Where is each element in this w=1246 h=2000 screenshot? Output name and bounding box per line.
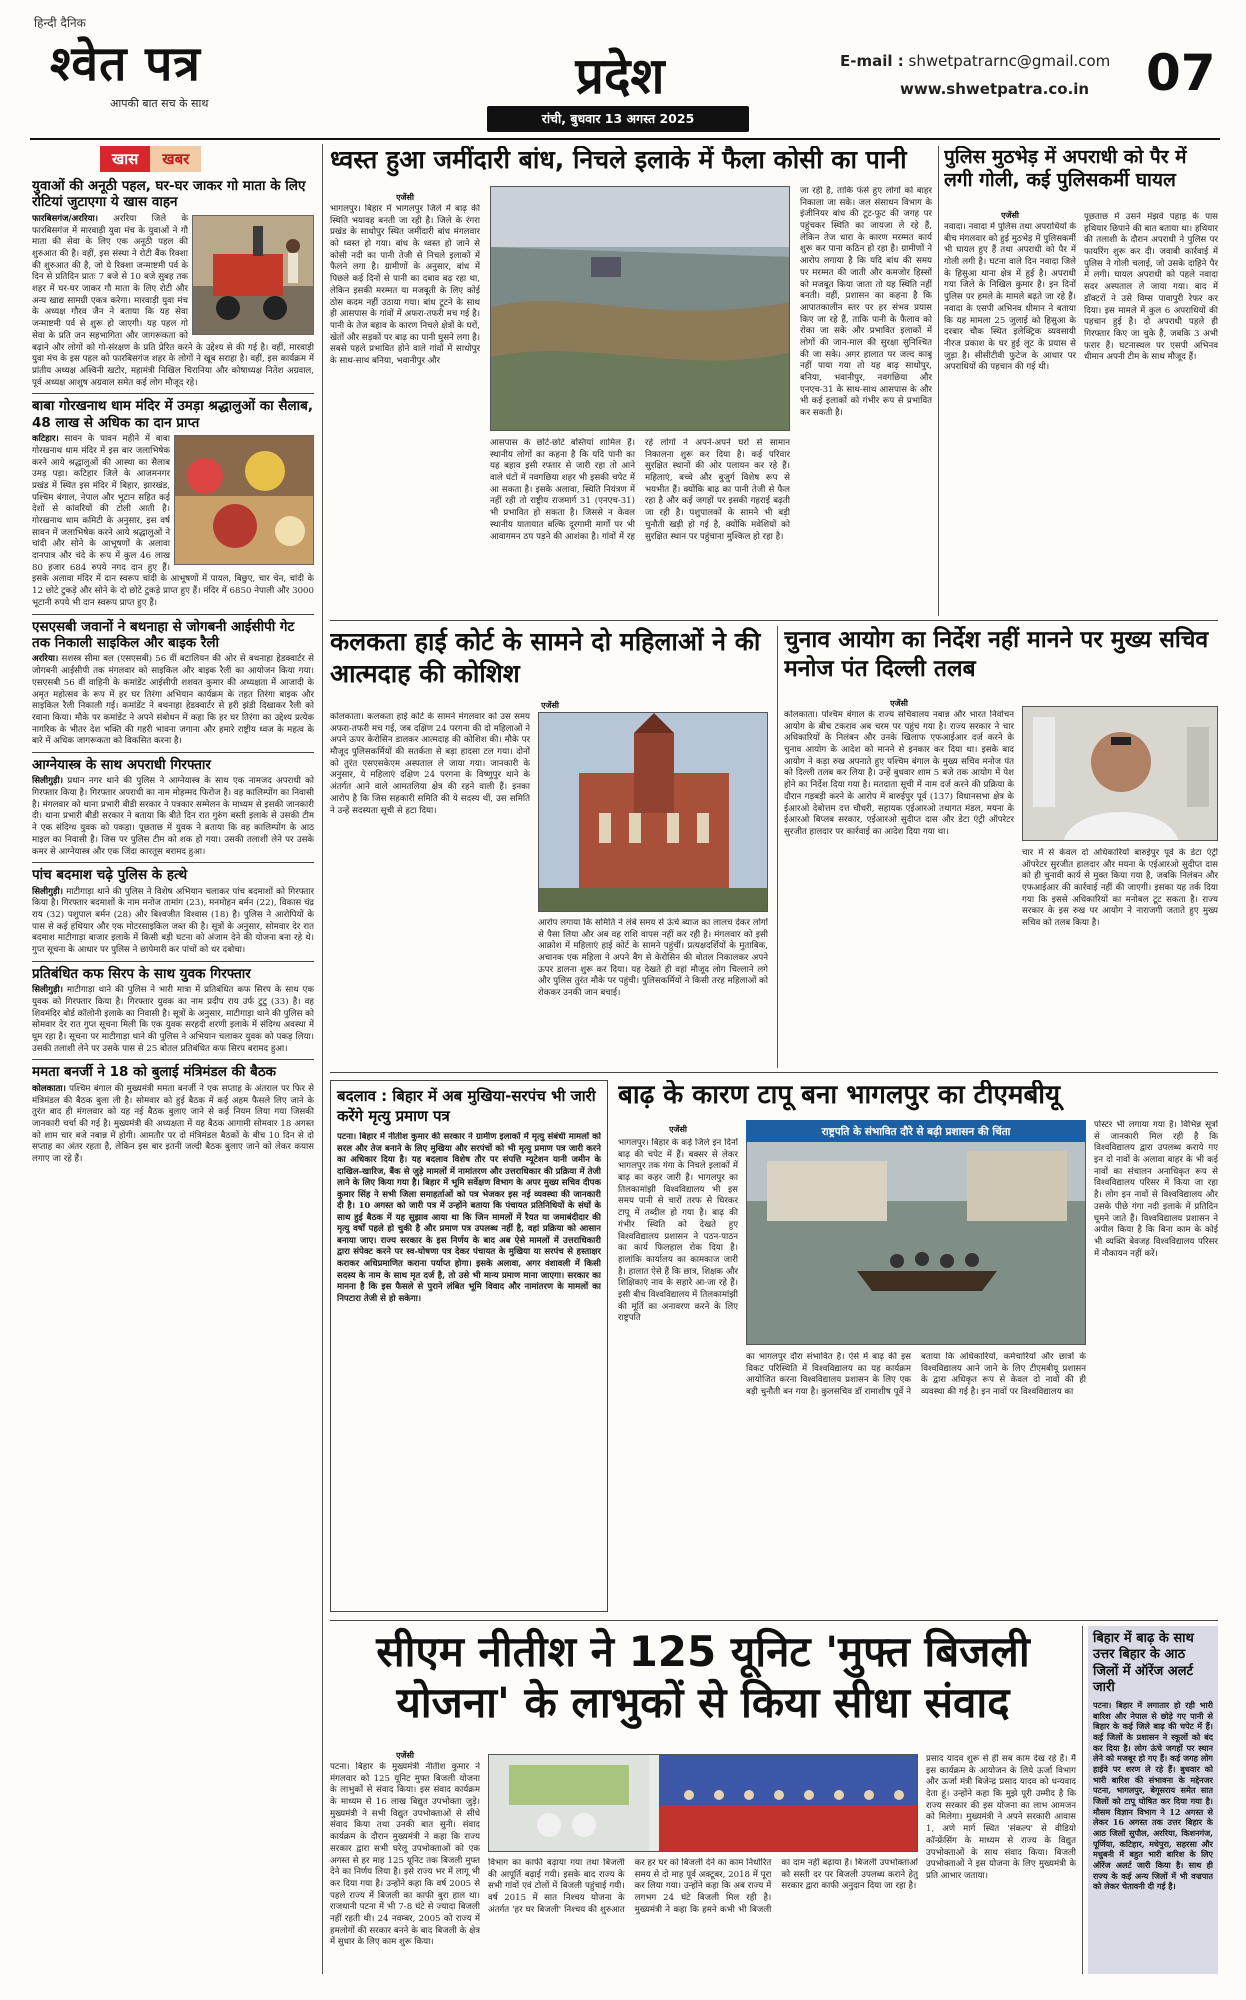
mukhiya-headline: बदलाव : बिहार में अब मुखिया-सरपंच भी जारी करेंगे मृत्यु प्रमाण पत्र xyxy=(337,1087,596,1125)
tmbu-col2: का भागलपुर दौरा संभावित है। ऐसे में बाढ़ की इस विकट परिस्थिति में विश्वविद्यालय का यह कार्यक्रम आयोजित करना विश्वविद्यालय प्रशासन के लिए एक बड़ी चुनौती बन गया है। कुलसचिव डॉ रामाशीष पूर्वे ने बताया कि अधिकारियों, कर्मचारियों और छात्रों के विश्वविद्यालय आने जाने के लिए टीएमबीयू प्रशासन के द्वारा अधिकृत रूप से केवल दो नावों की ही व्यवस्था की गई है। इन नावों पर विश्वविद्यालय का xyxy=(746,1352,1086,1398)
high-court-photo xyxy=(538,712,768,912)
section-title: प्रदेश xyxy=(575,47,665,105)
kosi-flood-photo xyxy=(490,186,790,431)
mukhiya-certificate-box xyxy=(330,1080,608,1612)
mukhiya-body: पटना। बिहार में नीतीश कुमार की सरकार ने ग्रामीण इलाकों में मृत्यु संबंधी मामलों को सरल और तेज बनाने के लिए मुखिया और सरपंचों को भी मृत्यु प्रमाण पत्र जारी करने का अधिकार दिया है। यह बदलाव विशेष तौर पर संपत्ति म्यूटेशन यानी जमीन के दाखिल-खारिज, बैंक से जुड़े मामलों में नामांतरण और उत्तराधिकार की प्रक्रिया में तेजी लाने के लिए किया गया है। बिहार में भूमि सर्वेक्षण विभाग के अपर मुख्य सचिव दीपक कुमार सिंह ने सभी जिला समाहर्ताओं को पत्र भेजकर इस नई व्यवस्था की जानकारी दी है। 10 अगस्त को जारी पत्र में उन्होंने बताया कि पंचायत प्रतिनिधियों के संघों के साथ हुई बैठक में यह सुझाव आया था कि जिन मामलों में रैयत या जमाबंदीदार की मृत्यु वर्षों पहले हो चुकी है और प्रमाण पत्र उपलब्ध नहीं है, वहां प्रक्रिया को आसान बनाया जाए। राज्य सरकार के इस निर्णय के बाद अब ऐसे मामलों में उत्तराधिकारी द्वारा संपेक्ट करने पर स्व-घोषणा पत्र देकर पंचायत के मुखिया या सरपंच से हस्ताक्षर कराकर अधिप्रमाणित कराना पर्याप्त होगा। इसके अलावा, अगर वंशावली में किसी सदस्य के नाम के साथ मृत दर्ज है, तो उसे भी मान्य प्रमाण माना जाएगा। सरकार का मानना है कि इस फैसले से पुराने लंबित भूमि विवाद और नामांतरण के मामलों का निपटारा तेजी से हो सकेगा। xyxy=(337,1132,601,1304)
ec-headline: चुनाव आयोग का निर्देश नहीं मानने पर मुख्य सचिव मनोज पंत दिल्ली तलब xyxy=(784,627,1209,683)
section-divider xyxy=(330,1072,1218,1073)
kolkata-hc-story xyxy=(330,626,770,1068)
story-body: माटीगाड़ा थाने की पुलिस ने भारी मात्रा में प्रतिबंधित कफ सिरप के साथ एक युवक को गिरफ्तार किया है। गिरफ्तार युवक का नाम प्रदीप राय उर्फ टुटु (33) है। वह शिवमंदिर बोर्ड कॉलोनी इलाके का निवासी है। सूत्रों के अनुसार, माटीगाड़ा थाने की पुलिस को सोमवार देर रात गुप्त सूचना मिली कि एक युवक सरहदी शरणी इलाके में संदिग्ध अवस्था में घूम रहा है। सूचना पर माटीगाड़ा थाने की पुलिस ने अभियान चलाकर युवक को पकड़ लिया। उसकी तलाशी लेने पर उसके पास से 25 बोतल प्रतिबंधित कफ सिरप बरामद हुआ। xyxy=(32,985,314,1054)
masthead-kicker: हिन्दी दैनिक xyxy=(34,16,86,30)
story-headline: बाबा गोरखनाथ धाम मंदिर में उमड़ा श्रद्धालुओं का सैलाब, 48 लाख से अधिक का दान प्राप्त xyxy=(32,398,313,431)
tmbu-col3: पोस्टर भी लगाया गया है। विभिन्न सूत्रों से जानकारी मिल रही है कि विश्वविद्यालय द्वारा उपलब्ध कराये गए इन दो नावों के अलावा बाहर के भी कई नावों का संचालन अनाधिकृत रूप से विश्वविद्यालय परिसर में किया जा रहा है। लोग इन नावों से विश्वविद्यालय और उसके पीछे गंगा नदी इलाके में प्रतिदिन घूमने जाते हैं। विश्वविद्यालय प्रशासन ने अपील किया है कि बिना काम के कोई भी व्यक्ति बेवजह विश्वविद्यालय परिसर में नौकायन नहीं करें। xyxy=(1094,1120,1218,1259)
column-rule xyxy=(938,146,939,616)
kolkata-headline: कलकता हाई कोर्ट के सामने दो महिलाओं ने की आत्मदाह की कोशिश xyxy=(330,627,761,688)
story-dateline: अररिया। xyxy=(32,654,59,665)
alert-body: पटना। बिहार में लगातार हो रही भारी बारिश और नेपाल से छोड़े गए पानी से बिहार के कई जिले बाढ़ की चपेट में हैं। कई जिलों के प्रशासन ने स्कूलों को बंद कर दिया है। लोग ऊंचे जगहों पर स्थान लेने को मजबूर हो गए हैं। कई जगह लोग हाईवे पर शरण ले रहे हैं। बुधवार को भारी बारिश की संभावना के मद्देनजर पटना, भागलपुर, बेगूसराय समेत सात जिलों को टापू घोषित कर दिया गया है। मौसम विज्ञान विभाग ने 12 अगस्त से लेकर 16 अगस्त तक उत्तर बिहार के आठ जिलों सुपौल, अररिया, किशनगंज, पूर्णिया, कटिहार, मधेपुरा, सहरसा और मधुबनी में बहुत भारी बारिश के लिए ऑरेंज अलर्ट जारी किया है। साथ ही राज्य के कई अन्य जिलों में भी वज्रपात को लेकर चेतावनी दी गई है। xyxy=(1093,1700,1213,1892)
cm-headline: सीएम नीतीश ने 125 यूनिट 'मुफ्त बिजली योजना' के लाभुकों से किया सीधा संवाद xyxy=(376,1627,1030,1728)
tmbu-byline: एजेंसी xyxy=(669,1125,687,1134)
top-story-byline: एजेंसी xyxy=(396,193,414,202)
rickshaw-photo xyxy=(192,215,314,335)
left-story-cabinet-meeting xyxy=(32,1064,314,1165)
page-number: 07 xyxy=(1146,44,1216,102)
khabar-label: खबर xyxy=(150,146,201,172)
cm-col2: विभाग का काफी बढ़ाया गया तथा बिजली की आपूर्ति बढ़ाई गयी। इसके बाद राज्य के सभी गांवों एवं टोलों में बिजली पहुंचाई गयी। वर्ष 2015 में सात निश्चय योजना के अंतर्गत 'हर घर बिजली' निश्चय की शुरुआत कर हर घर को बिजली देने का काम निर्धारित समय से दो माह पूर्व अक्टूबर, 2018 में पूरा कर लिया गया। उन्होंने कहा कि अब राज्य में लगभग 24 घंटे बिजली मिल रही है। मुख्यमंत्री ने कहा कि हमने कभी भी बिजली का दाम नहीं बढ़ाया है। बिजली उपभोक्ताओं को सस्ती दर पर बिजली उपलब्ध कराने हेतु सरकार द्वारा काफी अनुदान दिया जा रहा है। xyxy=(488,1858,918,1915)
police-col1: नवादा। नवादा में पुलिस तथा अपराधियों के बीच मंगलवार को हुई मुठभेड़ में पुलिसकर्मी भी घायल हुए हैं तथा अपराधी को पैर में गोली लगी है। घटना वाले दिन नवादा जिले के हिसुआ थाना क्षेत्र में हुई है। अपराधी गया जिले के निखिल कुमार है। इन दिनों पुलिस पर हमले के मामले बढ़ते जा रहे हैं। नवादा के एसपी अभिनव धीमान ने बताया कि यह मामला 25 जुलाई को हिसुआ के दरबार चौक स्थित इलेक्ट्रिक व्यवसायी नीरज प्रकाश के घर हुई लूट के प्रयास से जुड़ा है। सीसीटीवी फुटेज के आधार पर अपराधियों की पहचान की गई थी। xyxy=(944,222,1076,373)
cm-electricity-story xyxy=(330,1626,1076,1974)
masthead-rule xyxy=(30,138,1220,140)
paper-tagline: आपकी बात सच के साथ xyxy=(110,97,209,110)
masthead xyxy=(0,0,1246,140)
ec-col2: चार में से केवल दो अधिकारियों बारुईपुर पूर्व के डेटा एंट्री ऑपरेटर सुरजीत हालदार और मयना के एईआरओ सुदीप्त दास को ही चुनावी कार्य से मुक्त किया गया है, जबकि निलंबन और एफआईआर की कार्रवाई नहीं की जाएगी। इसका यह तर्क दिया गया कि इससे अधिकारियों का मनोबल टूट सकता है। राज्य सरकार के इस रुख पर आयोग ने नाराजगी जताते हुए मुख्य सचिव को तलब किया है। xyxy=(1022,848,1218,929)
left-story-arms-arrest xyxy=(32,757,314,858)
story-dateline: सिलीगुड़ी। xyxy=(32,886,64,897)
alert-headline: बिहार में बाढ़ के साथ उत्तर बिहार के आठ जिलों में ऑरेंज अलर्ट जारी xyxy=(1093,1631,1194,1695)
email-label: E-mail : xyxy=(840,52,904,70)
tmbu-headline: बाढ़ के कारण टापू बना भागलपुर का टीएमबीयू xyxy=(618,1080,1061,1110)
cm-byline: एजेंसी xyxy=(396,1751,414,1760)
story-body: सशस्त्र सीमा बल (एसएसबी) 56 वीं बटालियन की ओर से बथनाहा हेडक्वार्टर से जोगबनी आईसीपी तक मंगलवार को साइकिल और बाइक रैली का आयोजन किया गया। एसएसबी 56 वीं वाहिनी के कमांडेंट आईसीपी शशवत कुमार की अध्यक्षता में आजादी के अमृत महोत्सव के रूप में हर घर तिरंगा अभियान कार्यक्रम के तहत तिरंगा बाइक और साइकिल रैली निकाली गई। कमांडेंट ने बथनाहा हेडक्वार्टर से हरी झंडी दिखाकर रैली को रवाना किया। मौके पर कमांडेंट ने अपने संबोधन में कहा कि हर घर तिरंगा का उद्देश्य प्रत्येक नागरिक के भीतर देश भक्ति की गहरी भावना जगाना और हमारे राष्ट्रीय ध्वज के महत्व के बारे में अधिक जागरूकता को विकसित करना है। xyxy=(32,654,314,747)
email-address[interactable]: shwetpatrarnc@gmail.com xyxy=(908,52,1111,70)
divider xyxy=(32,752,314,753)
story-body: सावन के पावन महीने में बाबा गोरखनाथ धाम मंदिर में इस बार जलाभिषेक करने आये श्रद्धालुओं की आस्था का सैलाब उमड़ पड़ा। कटिहार जिले के आजमनगर प्रखंड में स्थित इस मंदिर में बिहार, झारखंड, पश्चिम बंगाल, नेपाल और भूटान सहित कई देशों से कांवरियों की टोली आती है। गोरखनाथ धाम कमिटी के अनुसार, इस वर्ष सावन में जलाभिषेक करने आये श्रद्धालुओं ने चांदी और सोने के आभूषणों के अलावा दानपात्र और चंदे के रूप में कुल 46 लाख 80 हजार 684 रुपये नगद दान हुए हैं। इसके अलावा मंदिर में दान स्वरूप चांदी के आभूषणों में पायल, बिछुए, चार चेन, चांदी के 12 छोटे टुकड़े और सोने के दो छोटे टुकड़े प्राप्त हुए हैं। मंदिर में 6850 नेपाली और 3000 भूटानी रुपये भी दान स्वरूप प्राप्त हुए हैं। xyxy=(32,434,314,608)
left-column xyxy=(32,144,314,1974)
divider xyxy=(32,862,314,863)
website-url[interactable]: www.shwetpatra.co.in xyxy=(900,80,1090,98)
story-dateline: सिलीगुड़ी। xyxy=(32,776,64,787)
top-story-col1: भागलपुर। बिहार में भागलपुर जिले में बाढ़ की स्थिति भयावह बनती जा रही है। जिले के रंगरा प्रखंड के साधोपुर स्थित जमींदारी बांध मंगलवार को ध्वस्त हो गया। बांध के ध्वस्त हो जाने से कोसी नदी का पानी तेजी से निचले इलाकों में फैलने लगा है। ग्रामीणों के अनुसार, बांध में पिछले कई दिनों से पानी का दबाव बढ़ रहा था, लेकिन इसकी मरम्मत या मजबूती के लिए कोई ठोस कदम नहीं उठाया गया। बांध टूटने के साथ ही आसपास के गांवों में अफरा-तफरी मच गई है। पानी के तेज बहाव के कारण निचले क्षेत्रों के घरों, खेतों और सड़कों पर बाढ़ का पानी घुसने लगा है। सबसे पहले प्रभावित होने वाले गांवों में साधोपुर के साथ-साथ बनिया, भवानीपुर और xyxy=(330,204,480,366)
temple-photo xyxy=(174,435,314,565)
cm-event-photo xyxy=(488,1754,918,1852)
story-body: अररिया जिले के फारबिसगंज में मारवाड़ी युवा मंच के युवाओं ने गौ माता की सेवा के लिए एक अनूठी पहल की शुरुआत की है। वहीं, इस संस्था ने रोटी बैंक रिक्शा की शुरुआत की है, जो ये रिक्शा जन्माष्टमी पर्व के दिन से प्रतिदिन प्रातः 7 बजे से 10 बजे सुबह तक शहर में घर-घर जाकर गौ माता के लिए रोटी और अन्य खाद्य सामग्री एकत्र करेगा। मारवाड़ी युवा मंच के अध्यक्ष गौरव जैन ने बताया कि यह सेवा जन्माष्टमी पर्व से शुरू हो जाएगी। यह पहल गो सेवा के प्रति जन सहभागिता और जागरूकता को बढ़ाने और लोगों को गो-संरक्षण के प्रति प्रेरित करने के उद्देश्य से की गई है। वहीं, मारवाड़ी युवा मंच के इस पहल को फारबिसगंज शहर के लोगों ने खूब सराहा है। वहीं, इस कार्यक्रम में प्रांतीय अध्यक्ष अश्विनी खटोर, महामंत्री निखिल चिरानिया और कोषाध्यक्ष नितेश अग्रवाल, पूर्व अध्यक्ष आशुष अग्रवाल समेत कई लोग मौजूद रहे। xyxy=(32,213,314,388)
police-col2: पूछताछ में उसने मंझवे पहाड़ के पास हथियार छिपाने की बात बताया था। हथियार की तलाशी के दौरान अपराधी ने पुलिस पर फायरिंग शुरू कर दी। जवाबी कार्रवाई में पुलिस ने गोली चलाई, जो उसके दाहिने पैर में लगी। घायल अपराधी को पहले नवादा सदर अस्पताल ले जाया गया। बाद में डॉक्टरों ने उसे विम्स पावापुरी रेफर कर दिया। इस मामले में कुल 6 अपराधियों की पहचान हुई है। दो अपराधी पहले ही गिरफ्तार किए जा चुके हैं, जबकि 3 अभी फरार हैं। घटनास्थल पर एसपी अभिनव धीमान अपनी टीम के साथ मौजूद हैं। xyxy=(1084,212,1218,363)
ec-byline: एजेंसी xyxy=(890,699,908,708)
story-headline: प्रतिबंधित कफ सिरप के साथ युवक गिरफ्तार xyxy=(32,965,251,982)
kolkata-col1: कोलकाता। कलकता हाई कोर्ट के सामने मंगलवार को उस समय अफरा-तफरी मच गई, जब दक्षिण 24 परगना की दो महिलाओं ने अपने ऊपर केरोसिन डालकर आत्मदाह की कोशिश की। मौके पर मौजूद पुलिसकर्मियों की सतर्कता से बड़ा हादसा टल गया। दोनों को तुरंत एसएसकेएम अस्पताल ले जाया गया। जानकारी के अनुसार, ये महिलाएं दक्षिण 24 परगना के विष्णुपुर थाने के अंतर्गत आने वाले आमतलिया क्षेत्र की रहने वाली हैं। इनका आरोप है कि जिस सहकारी समिति की ये सदस्य थीं, उस समिति ने उन्हें सदस्यता सूची से हटा दिया। xyxy=(330,712,530,816)
election-commission-story xyxy=(784,626,1218,1068)
khas-khabar-label xyxy=(100,146,314,172)
column-rule xyxy=(777,626,778,1068)
divider xyxy=(32,1059,314,1060)
story-dateline: सिलीगुड़ी। xyxy=(32,985,64,996)
left-story-gau-roti xyxy=(32,178,314,389)
story-body: पश्चिम बंगाल की मुख्यमंत्री ममता बनर्जी ने एक सप्ताह के अंतराल पर फिर से मंत्रिमंडल की बैठक बुला ली है। सोमवार को हुई बैठक में कई अहम फैसले लिए जाने के तुरंत बाद ही मंगलवार को यह नई बैठक बुलाए जाने से कई नियम लिया गया जिसकी जानकारी चर्चा की गई है। मुख्यमंत्री की अध्यक्षता में यह बैठक आगामी सोमवार 18 अगस्त को शाम चार बजे नबान्न में होगी। आमतौर पर दो मंत्रिमंडल बैठकों के बीच 10 दिन से दो सप्ताह का अंतर रहता है, लेकिन इस बार इतनी जल्दी बैठक बुलाए जाने को लेकर कयास लगाए जा रहे हैं। xyxy=(32,1083,314,1164)
dateline-bar xyxy=(487,106,749,132)
story-dateline: फारबिसगंज/अररिया। xyxy=(32,213,98,224)
khas-label: खास xyxy=(100,146,150,172)
story-headline: ममता बनर्जी ने 18 को बुलाई मंत्रिमंडल की बैठक xyxy=(32,1064,277,1081)
tmbu-col1: भागलपुर। बिहार के कई जिले इन दिनों बाढ़ की चपेट में हैं। बक्सर से लेकर भागलपुर तक गंगा के निचले इलाकों में बाढ़ का कहर जारी है। भागलपुर का तिलकामांझी विश्वविद्यालय भी इस समय पानी से चारों तरफ से घिरकर टापू में तब्दील हो गया है। बाढ़ की गंभीर स्थिति को देखते हुए विश्वविद्यालय प्रशासन ने पठन-पाठन का कार्य फिलहाल रोक दिया है। हालांकि कार्यालय का कामकाज जारी है। हालात ऐसे हैं कि छात्र, शिक्षक और शिक्षिकाएं नाव के सहारे आ-जा रहे हैं। इसी बीच विश्वविद्यालय में तिलकामांझी की मूर्ति का अनावरण करने के लिए राष्ट्रपति xyxy=(618,1138,738,1324)
tmbu-flood-story xyxy=(618,1080,1218,1612)
story-headline: एसएसबी जवानों ने बथनाहा से जोगबनी आईसीपी गेट तक निकाली साइकिल और बाइक रैली xyxy=(32,618,295,651)
orange-alert-box xyxy=(1088,1626,1218,1974)
story-dateline: कोलकाता। xyxy=(32,1083,66,1094)
ec-col1: कोलकाता। पश्चिम बंगाल के राज्य सचिवालय नबान्न और भारत निर्वाचन आयोग के बीच टकराव अब चरम पर पहुंच गया है। राज्य सरकार ने चार अधिकारियों के निलंबन और उनके खिलाफ एफआईआर दर्ज करने के चुनाव आयोग के आदेश को मानने से इनकार कर दिया था। इसके बाद आयोग ने कड़ा रुख अपनाते हुए पश्चिम बंगाल के मुख्य सचिव मनोज पंत को दिल्ली तलब कर लिया है। उन्हें बुधवार शाम 5 बजे तक आयोग में पेश होने का निर्देश दिया गया है। मतदाता सूची में नाम दर्ज करने की प्रक्रिया के दौरान गड़बड़ी करने के आरोप में बारुईपुर पूर्व (137) विधानसभा क्षेत्र के ईआरओ देबोत्तम दत्त चौधरी, सहायक एईआरओ तथागत मंडल, मयना के ईआरओ बिप्लब सरकार, एईआरओ सुदीप्त दास और डेटा एंट्री ऑपरेटर सुरजीत हालदार पर कार्रवाई का आदेश दिया गया था। xyxy=(784,710,1014,837)
divider xyxy=(32,614,314,615)
story-headline: पांच बदमाश चढ़े पुलिस के हत्थे xyxy=(32,867,188,884)
police-headline: पुलिस मुठभेड़ में अपराधी को पैर में लगी गोली, कई पुलिसकर्मी घायल xyxy=(944,146,1187,192)
kolkata-byline: एजेंसी xyxy=(541,701,559,710)
top-story-headline: ध्वस्त हुआ जमींदारी बांध, निचले इलाके में फैला कोसी का पानी xyxy=(330,146,907,174)
paper-name-logo: श्वेत पत्र xyxy=(50,36,201,92)
tmbu-flood-photo xyxy=(746,1120,1086,1345)
story-headline: युवाओं की अनूठी पहल, घर-घर जाकर गो माता के लिए रोटियां जुटाएगा ये खास वाहन xyxy=(32,178,306,211)
email-line xyxy=(840,52,1110,70)
top-story-dam xyxy=(330,146,932,616)
tmbu-photo-banner xyxy=(746,1120,1086,1142)
cm-col3: प्रसाद यादव शुरू से ही सब काम देख रहे हैं। मैं इस कार्यक्रम के आयोजन के लिये ऊर्जा विभाग और ऊर्जा मंत्री बिजेन्द्र प्रसाद यादव को धन्यवाद देता हूं। उन्होंने कहा कि मुझे पूरी उम्मीद है कि राज्य सरकार की इस योजना का लाभ आमजन को मिलेगा। मुख्यमंत्री ने अपने सरकारी आवास 1, अणे मार्ग स्थित 'संकल्प' से वीडियो कॉन्फ्रेंसिंग के माध्यम से राज्य के विद्युत उपभोक्ताओं के साथ संवाद किया। बिजली उपभोक्ताओं ने इस योजना के लिए मुख्यमंत्री के प्रति आभार जताया। xyxy=(926,1754,1076,1881)
cm-col1: पटना। बिहार के मुख्यमंत्री नीतीश कुमार ने मंगलवार को 125 यूनिट मुफ्त बिजली योजना के लाभुकों से संवाद किया। इस संवाद कार्यक्रम के माध्यम से 16 लाख बिद्युत उपभोक्ता जुड़े। मुख्यमंत्री ने सभी विद्युत उपभोक्ताओं से सीधे संवाद किया तथा उनकी बात सुनी। संवाद कार्यक्रम के दौरान मुख्यमंत्री ने कहा कि राज्य सरकार द्वारा सभी घरेलू उपभोक्ताओं को एक अगस्त से हर माह 125 यूनिट तक बिजली मुफ्त देने का निर्णय लिया है। इसे राज्य भर में लागू भी कर दिया गया है। उन्होंने कहा कि वर्ष 2005 से पहले राज्य में बिजली का काफी बुरा हाल था। राजधानी पटना में भी 7-8 घंटे से ज्यादा बिजली नहीं रहती थी। 24 नवम्बर, 2005 को राज्य में हमलोगों की सरकार बनने के बाद बिजली के क्षेत्र में सुधार के लिए काम शुरू किया। xyxy=(330,1762,480,1948)
left-story-ssb-rally xyxy=(32,619,314,748)
story-body: माटीगाड़ा थाने की पुलिस ने विशेष अभियान चलाकर पांच बदमाशों को गिरफ्तार किया है। गिरफ्तार बदमाशों के नाम मनोज तामांग (23), मनमोहन बर्मन (22), विकास चंद्र राय (32) पशुपाल बर्मन (28) और बिश्वजीत विश्वास (18) है। पुलिस ने आरोपियों के पास से कई हथियार और एक मोटरसाइकिल जब्त की है। सूत्रों के अनुसार, सोमवार देर रात बदमाश माटीगाड़ा बाजार इलाके में किसी बड़ी घटना को अंजाम देने की योजना बना रहे थे। गुप्त सूचना के आधार पर पुलिस ने छापेमारी कर पांचों को धर दबोचा। xyxy=(32,886,314,956)
left-story-five-criminals xyxy=(32,867,314,957)
tmbu-photo-banner-text: राष्ट्रपति के संभावित दौरे से बढ़ी प्रशासन की चिंता xyxy=(821,1126,1011,1138)
top-story-col3: जा रही है, ताकि फंसे हुए लोगों को बाहर निकाला जा सके। जल संसाधन विभाग के इंजीनियर बांध की टूट-फूट की जगह पर पहुंचकर स्थिति का जायजा ले रहे हैं, लेकिन तेज धारा के कारण मरम्मत कार्य शुरू कर पाना कठिन हो रहा है। ग्रामीणों ने आरोप लगाया है कि यदि बांध की समय पर मरम्मत की जाती और कमजोर हिस्सों को मजबूत किया जाता तो यह स्थिति नहीं बनती। वहीं, प्रशासन का कहना है कि आपातकालीन स्तर पर हर संभव प्रयास किए जा रहे हैं, ताकि पानी के फैलाव को रोका जा सके और प्रभावित इलाकों में लोगों की जान-माल की सुरक्षा सुनिश्चित की जा सके। अगर हालात पर जल्द काबू नहीं पाया गया तो यह बाढ़ साधोपुर, बनिया, भवानीपुर, नवगछिया और एनएच-31 के साथ-साथ आसपास के और भी कई इलाकों को गंभीर रूप से प्रभावित कर सकती है। xyxy=(800,186,932,419)
left-story-cough-syrup xyxy=(32,966,314,1056)
story-dateline: कटिहार। xyxy=(32,434,59,445)
top-story-col2: आसपास के छोटे-छोटे बस्तियां शामिल हैं। स्थानीय लोगों का कहना है कि यदि पानी का यह बहाव इसी रफ्तार से जारी रहा तो आने वाले घंटों में नवगछिया शहर भी इसकी चपेट में आ सकता है। इसके अलावा, स्थिति नियंत्रण में नहीं रही तो राष्ट्रीय राजमार्ग 31 (एनएच-31) भी प्रभावित हो सकता है। जिससे न केवल स्थानीय यातायात बल्कि दूरगामी मार्गों पर भी आवागमन ठप पड़ने की आशंका है। गांवों में रह रहे लोगों ने अपने-अपने घरों से सामान निकालना शुरू कर दिया है। कई परिवार सुरक्षित स्थानों की ओर पलायन कर रहे हैं। महिलाएं, बच्चे और बुजुर्ग विशेष रूप से भयभीत हैं। क्योंकि बाढ़ का पानी तेजी से फैल रहा है और कई जगहों पर इसकी गहराई बढ़ती जा रही है। पशुपालकों के सामने भी बड़ी चुनौती खड़ी हो गई है, क्योंकि मवेशियों को सुरक्षित स्थान पर पहुंचाना मुश्किल हो रहा है। xyxy=(490,438,790,542)
kolkata-col2: आरोप लगाया कि समिति ने लंबे समय से ऊंचे ब्याज का लालच देकर लोगों से पैसा लिया और अब वह राशि वापस नहीं कर रही है। मंगलवार को इसी आक्रोश में महिलाएं हाई कोर्ट के सामने पहुंचीं। प्रत्यक्षदर्शियों के मुताबिक, अचानक एक महिला ने अपने बैग से केरोसिन की बोतल निकालकर अपने ऊपर डालना शुरू कर दिया। यह देखते ही वहां मौजूद लोग चिल्लाने लगे और पुलिस तुरंत मौके पर पहुंची। पुलिसकर्मियों ने किसी तरह महिलाओं को रोककर उनकी जान बचाई। xyxy=(538,918,768,999)
section-divider xyxy=(330,620,1218,621)
dateline-text: रांची, बुधवार 13 अगस्त 2025 xyxy=(541,111,695,126)
police-encounter-story xyxy=(944,146,1218,616)
divider xyxy=(32,393,314,394)
left-story-gorakhnath xyxy=(32,398,314,609)
section-divider xyxy=(330,1620,1218,1621)
story-headline: आग्नेयास्त्र के साथ अपराधी गिरफ्तार xyxy=(32,756,211,773)
police-byline: एजेंसी xyxy=(1001,211,1019,220)
column-rule xyxy=(322,144,323,1974)
column-rule xyxy=(1082,1626,1083,1974)
chief-secretary-photo xyxy=(1022,706,1218,841)
divider xyxy=(32,961,314,962)
story-body: प्रधान नगर थाने की पुलिस ने आग्नेयास्त्र के साथ एक नामजद अपराधी को गिरफ्तार किया है। गिरफ्तार अपराधी का नाम मोहम्मद फिरोज है। वह कालिम्पोंग का निवासी है। मंगलवार को थाना प्रभारी बीडी सरकार ने पत्रकार सम्मेलन के माध्यम से इसकी जानकारी दी। थाना प्रभारी बीडी सरकार ने बताया कि बीते दिन रात गुरुंग बस्ती इलाके से उसकी टीम ने एक संदिग्ध युवक को पकड़ा। पूछताछ में युवक ने बताया कि वह कालिम्पोंग के आठ माइल का निवासी है। जिस पर पुलिस टीम को शक हो गया। उसकी तलाशी लेने पर उसके कमर से आग्नेयास्त्र और एक जिंदा कारतूस बरामद हुआ। xyxy=(32,776,314,857)
